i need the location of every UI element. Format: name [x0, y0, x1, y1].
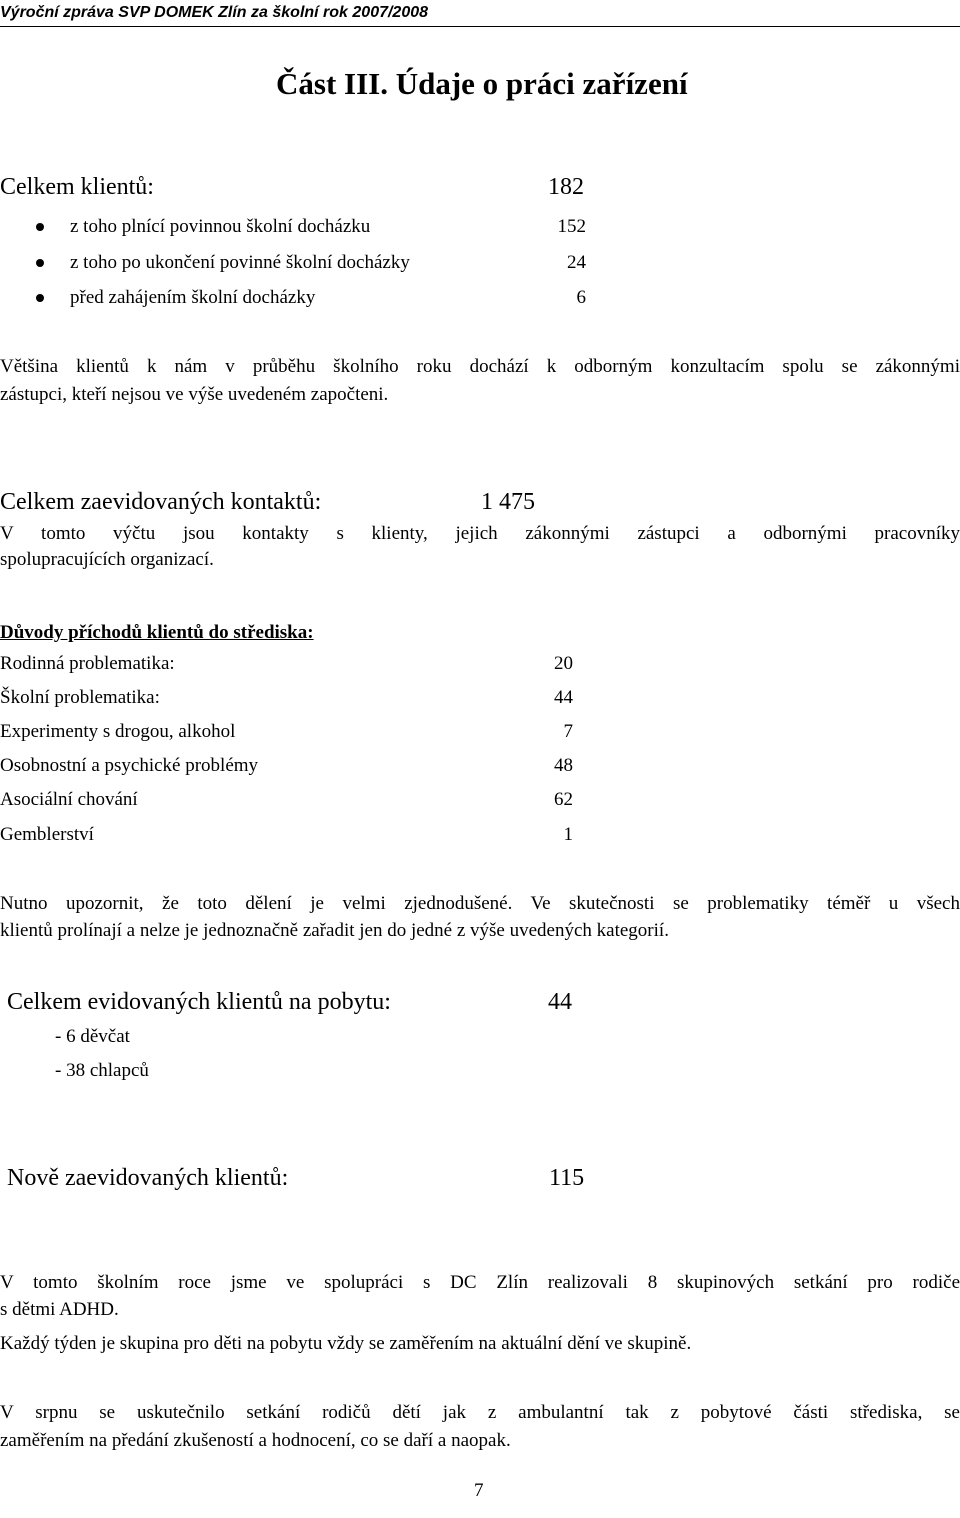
clients-item-value: 6	[576, 287, 586, 308]
stay-girls: - 6 děvčat	[55, 1026, 130, 1047]
paragraph-line: Každý týden je skupina pro děti na pobytu vždy se zaměřením na aktuální dění ve skupině.	[0, 1333, 692, 1354]
reasons-note-line: klientů prolínají a nelze je jednoznačně zařadit jen do jedné z výše uvedených kategorií.	[0, 920, 669, 941]
contacts-label: Celkem zaevidovaných kontaktů:	[0, 489, 322, 515]
new-clients-label: Nově zaevidovaných klientů:	[7, 1165, 289, 1191]
clients-note-line: Většina klientů k nám v průběhu školního roku dochází k odborným konzultacím spolu se zákonnými	[0, 356, 960, 377]
stay-label: Celkem evidovaných klientů na pobytu:	[7, 989, 391, 1015]
stay-boys: - 38 chlapců	[55, 1060, 149, 1081]
paragraph-line: V tomto školním roce jsme ve spolupráci s DC Zlín realizovali 8 skupinových setkání pro rodiče	[0, 1272, 960, 1293]
reason-value: 20	[554, 653, 573, 674]
reason-value: 62	[554, 789, 573, 810]
clients-total-value: 182	[548, 174, 584, 200]
reason-label: Rodinná problematika:	[0, 653, 175, 674]
reason-label: Experimenty s drogou, alkohol	[0, 721, 236, 742]
reason-label: Osobnostní a psychické problémy	[0, 755, 259, 776]
bullet-icon	[36, 294, 44, 302]
paragraph-line: zaměřením na předání zkušeností a hodnocení, co se daří a naopak.	[0, 1430, 511, 1451]
clients-item-value: 24	[567, 252, 586, 273]
reason-value: 7	[563, 721, 573, 742]
clients-note-line: zástupci, kteří nejsou ve výše uvedeném započteni.	[0, 384, 389, 405]
reason-value: 1	[563, 824, 573, 845]
header-rule	[0, 26, 960, 27]
clients-item-label: z toho po ukončení povinné školní docházky	[70, 252, 410, 273]
paragraph-line: V srpnu se uskutečnilo setkání rodičů dětí jak z ambulantní tak z pobytové části střediska, se	[0, 1402, 960, 1423]
reason-value: 48	[554, 755, 573, 776]
contacts-note-line: spolupracujících organizací.	[0, 549, 214, 570]
bullet-icon	[36, 223, 44, 231]
contacts-value: 1 475	[481, 489, 535, 515]
reason-label: Gemblerství	[0, 824, 94, 845]
new-clients-value: 115	[549, 1165, 585, 1191]
reason-label: Asociální chování	[0, 789, 138, 810]
part-title: Část III. Údaje o práci zařízení	[276, 66, 688, 101]
page-number: 7	[474, 1480, 484, 1501]
reason-label: Školní problematika:	[0, 687, 160, 708]
stay-value: 44	[548, 989, 572, 1015]
reasons-note-line: Nutno upozornit, že toto dělení je velmi zjednodušené. Ve skutečnosti se problematiky téměř u všech	[0, 893, 960, 914]
reason-value: 44	[554, 687, 573, 708]
reasons-heading: Důvody příchodů klientů do střediska:	[0, 622, 314, 643]
clients-item-label: z toho plnící povinnou školní docházku	[70, 216, 371, 237]
running-header: Výroční zpráva SVP DOMEK Zlín za školní rok 2007/2008	[0, 4, 429, 21]
clients-item-value: 152	[557, 216, 586, 237]
paragraph-line: s dětmi ADHD.	[0, 1299, 119, 1320]
clients-item-label: před zahájením školní docházky	[70, 287, 316, 308]
bullet-icon	[36, 259, 44, 267]
clients-total-label: Celkem klientů:	[0, 174, 154, 200]
contacts-note-line: V tomto výčtu jsou kontakty s klienty, jejich zákonnými zástupci a odbornými pracovníky	[0, 523, 960, 544]
